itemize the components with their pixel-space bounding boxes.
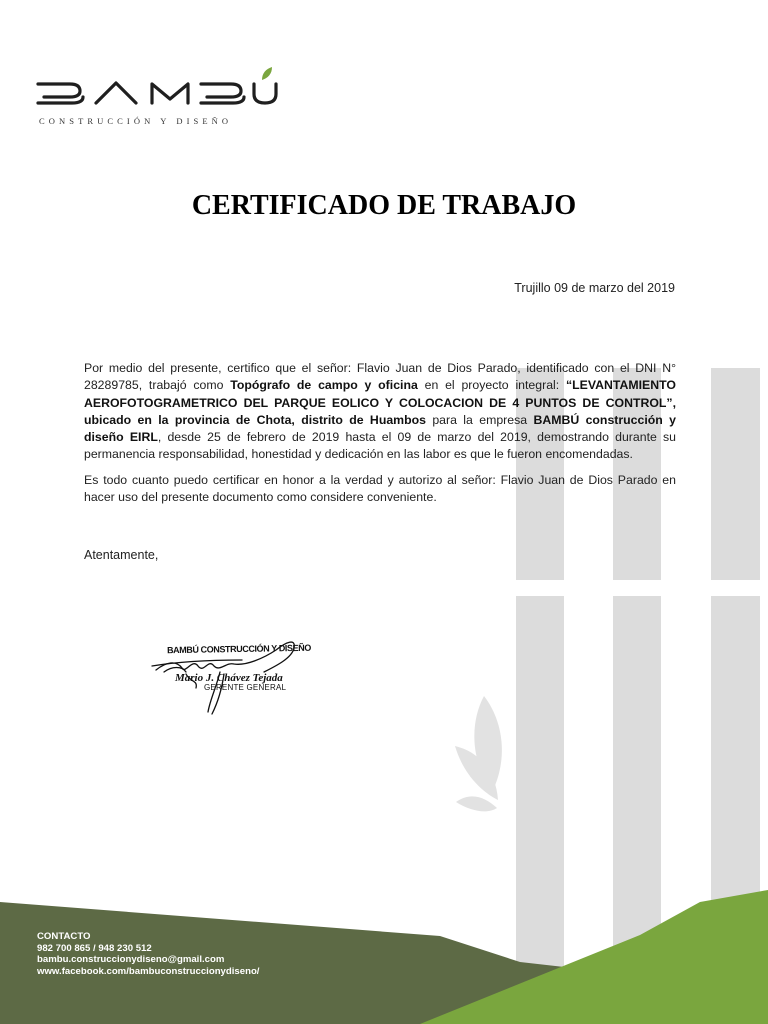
- p1-text-1: Por medio del presente, certifico que el señor: Flavio Juan de Dios Parado, identificado con el DNI N° 28289785, trabajó como: [84, 361, 676, 393]
- paragraph-2: Es todo cuanto puedo certificar en honor a la verdad y autorizo al señor: Flavio Juan de Dios Parado en hacer uso del presente documento como considere conveniente.: [84, 472, 676, 505]
- contact-facebook: www.facebook.com/bambuconstruccionydiseno/: [37, 965, 260, 977]
- leaf-decoration-icon: [455, 696, 502, 811]
- document-title: CERTIFICADO DE TRABAJO: [191, 190, 577, 221]
- bambu-logo-mark: [36, 66, 282, 110]
- contact-email: bambu.construccionydiseno@gmail.com: [37, 954, 225, 966]
- signer-role: GERENTE GENERAL: [204, 683, 287, 692]
- signer-name: Mario J. Chávez Tejada: [175, 672, 283, 684]
- company-logo: [36, 66, 282, 126]
- p1-bold-role: Topógrafo de campo y oficina: [230, 378, 418, 393]
- p1-text-2: en el proyecto integral:: [417, 378, 566, 393]
- contact-footer: [37, 931, 259, 977]
- document-date: Trujillo 09 de marzo del 2019: [514, 281, 675, 295]
- stamp-company-name: BAMBÚ CONSTRUCCIÓN Y DISEÑO: [166, 642, 311, 656]
- p1-bold-project: “LEVANTAMIENTO AEROFOTOGRAMETRICO DEL PARQUE EOLICO Y COLOCACION DE 4 PUNTOS DE CONTROL”, ubicado en la provincia de Chota, distrito de Huambos: [84, 378, 676, 427]
- p1-text-3: para la empresa: [425, 412, 534, 427]
- certificate-body: [84, 360, 676, 514]
- contact-heading: CONTACTO: [37, 931, 91, 942]
- p1-bold-company: BAMBÚ construcción y diseño EIRL: [84, 412, 676, 445]
- logo-leaf-icon: [262, 67, 272, 80]
- p1-text-4: , desde 25 de febrero de 2019 hasta el 09 de marzo del 2019, demostrando durante su permanencia responsabilidad, honestidad y dedicación en las labor es que le fueron encomendadas.: [84, 430, 677, 462]
- closing-salutation: Atentamente,: [84, 548, 159, 562]
- signature-stamp: [146, 632, 316, 722]
- logo-tagline: CONSTRUCCIÓN Y DISEÑO: [39, 116, 233, 126]
- contact-phones: 982 700 865 / 948 230 512: [37, 942, 152, 954]
- handwritten-signature: [146, 632, 316, 722]
- paragraph-1: [84, 360, 676, 464]
